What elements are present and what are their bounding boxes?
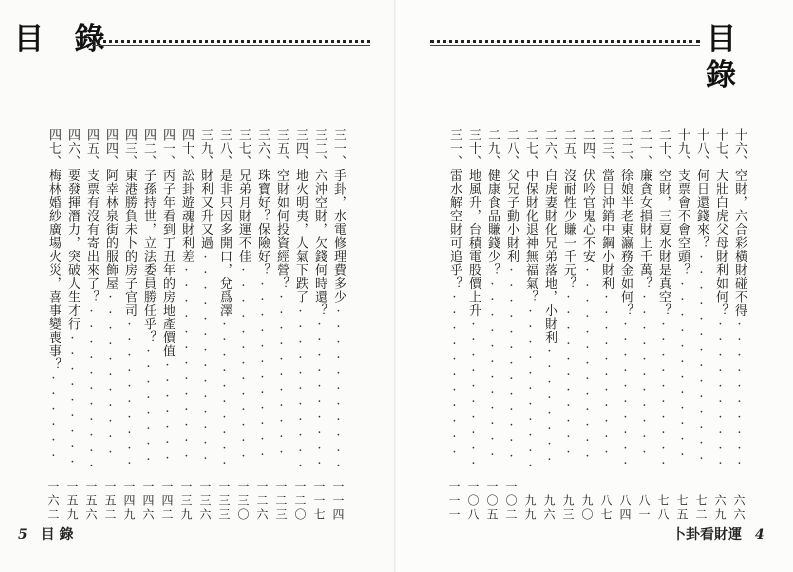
toc-entry-page: 八七 — [599, 494, 613, 522]
toc-entry[interactable] — [636, 128, 652, 522]
toc-entry-page: 九九 — [523, 494, 537, 522]
toc-entry[interactable] — [465, 128, 481, 522]
toc-entry-title: 三四、地火明夷，人氣下跌了 ····· — [292, 128, 308, 466]
toc-entry-title: 二三、當日沖銷中鋼小財利 ····· — [598, 128, 614, 466]
toc-entry-title: 二九、健康食品賺錢少？ ····· — [484, 128, 500, 466]
left-footer-label: 目 錄 — [40, 527, 74, 543]
toc-entry[interactable] — [83, 128, 99, 522]
toc-entry-page: 六九 — [713, 494, 727, 522]
toc-entry[interactable] — [731, 128, 747, 522]
toc-entry-title: 三一、雷水解空財可追乎？ ····· — [446, 128, 462, 466]
toc-entry[interactable] — [674, 128, 690, 522]
toc-entry[interactable] — [617, 128, 633, 522]
left-page-heading: 目 錄 — [14, 22, 115, 57]
toc-entry-title: 四五、支票有沒有寄出來了？ ····· — [83, 128, 99, 466]
toc-entry-page: 一一四 — [331, 480, 345, 522]
toc-entry-page: 一四六 — [141, 480, 155, 522]
toc-entry[interactable] — [197, 128, 213, 522]
toc-entry[interactable] — [541, 128, 557, 522]
toc-entry-title: 十六、空財，六合彩橫財碰不得 ····· — [731, 128, 747, 466]
toc-entry-page: 一三六 — [198, 480, 212, 522]
toc-entry[interactable] — [560, 128, 576, 522]
toc-entry-page: 一四九 — [122, 480, 136, 522]
toc-entry-title: 二五、沒耐性少賺一千元？ ····· — [560, 128, 576, 466]
toc-entry-page: 一〇二 — [504, 480, 518, 522]
toc-entry-title: 四十、訟卦遊魂財利差 ····· — [178, 128, 194, 466]
toc-entry[interactable] — [235, 128, 251, 522]
toc-entry-page: 一二三 — [274, 480, 288, 522]
toc-entry-title: 三七、兄弟月財運不佳 ····· — [235, 128, 251, 466]
toc-entry-title: 四四、阿幸林泉街的服飾屋 ····· — [102, 128, 118, 466]
right-page — [396, 0, 793, 572]
toc-entry[interactable] — [579, 128, 595, 522]
toc-entry-title: 三八、是非只因多開口，兌爲澤 ····· — [216, 128, 232, 466]
toc-entry[interactable] — [216, 128, 232, 522]
toc-entry-page: 一一七 — [312, 480, 326, 522]
toc-entry-page: 七五 — [675, 494, 689, 522]
toc-entry[interactable] — [446, 128, 462, 522]
toc-entry[interactable] — [292, 128, 308, 522]
toc-entry-title: 二四、伏吟官鬼心不安 ····· — [579, 128, 595, 466]
toc-entry-page: 九〇 — [580, 494, 594, 522]
toc-entry[interactable] — [121, 128, 137, 522]
toc-entry-page: 一三三 — [217, 480, 231, 522]
toc-entry[interactable] — [330, 128, 346, 522]
right-heading-rule — [430, 40, 700, 43]
toc-entry[interactable] — [311, 128, 327, 522]
toc-entry[interactable] — [503, 128, 519, 522]
toc-entry-title: 四三、東港勝負未卜的房子官司 ····· — [121, 128, 137, 466]
toc-entry-page: 一五九 — [65, 480, 79, 522]
toc-entry-title: 二六、白虎妻財化兄弟落地，小財利 ····· — [541, 128, 557, 466]
toc-entry-page: 一一一 — [447, 480, 461, 522]
toc-entry-title: 三二、六沖空財，欠錢何時還？ ····· — [311, 128, 327, 466]
toc-entry-page: 一五二 — [103, 480, 117, 522]
toc-entry-page: 八四 — [618, 494, 632, 522]
toc-entry-page: 一六二 — [46, 480, 60, 522]
toc-entry-page: 七八 — [656, 494, 670, 522]
toc-entry-title: 二一、廉貪女損財上千萬？ ····· — [636, 128, 652, 466]
toc-entry[interactable] — [64, 128, 80, 522]
left-page — [0, 0, 396, 572]
toc-entry[interactable] — [273, 128, 289, 522]
toc-entry-title: 三九、財利又升又過 ····· — [197, 128, 213, 466]
toc-entry[interactable] — [712, 128, 728, 522]
toc-entry[interactable] — [522, 128, 538, 522]
toc-entry-title: 二八、父兄子動小財利 ····· — [503, 128, 519, 466]
left-heading-rule — [92, 40, 370, 43]
toc-entry-page: 一二六 — [255, 480, 269, 522]
left-page-footer — [18, 524, 74, 544]
toc-entry[interactable] — [254, 128, 270, 522]
toc-entry-page: 一三〇 — [236, 480, 250, 522]
toc-entry[interactable] — [598, 128, 614, 522]
toc-entry-page: 九六 — [542, 494, 556, 522]
toc-entry-title: 四二、子孫持世，立法委員勝任乎？ ····· — [140, 128, 156, 466]
toc-entry-title: 四一、丙子年看到丁丑年的房地產價值 ····· — [159, 128, 175, 466]
right-page-footer — [672, 524, 765, 544]
toc-entry-title: 三一、手卦，水電修理費多少 ····· — [330, 128, 346, 466]
toc-entry-page: 一四二 — [160, 480, 174, 522]
toc-entry[interactable] — [159, 128, 175, 522]
toc-entry[interactable] — [693, 128, 709, 522]
toc-entry-page: 一〇八 — [466, 480, 480, 522]
toc-entry-page: 九三 — [561, 494, 575, 522]
right-footer-label: 卜卦看財運 — [672, 527, 742, 543]
toc-entry-page: 一五六 — [84, 480, 98, 522]
right-footer-page-number: 4 — [754, 527, 765, 543]
toc-entry-title: 十七、大壯白虎父母財利如何？ ····· — [712, 128, 728, 466]
toc-entry-page: 八一 — [637, 494, 651, 522]
toc-entry[interactable] — [102, 128, 118, 522]
toc-entry-title: 四六、要發揮潛力，突破人生才行 ····· — [64, 128, 80, 466]
toc-entry-title: 二二、徐娘半老東瀛務金如何？ ····· — [617, 128, 633, 466]
toc-entry[interactable] — [484, 128, 500, 522]
toc-entry-title: 十九、支票會不會空頭？ ····· — [674, 128, 690, 466]
toc-entry[interactable] — [178, 128, 194, 522]
toc-entry-page: 六六 — [732, 494, 746, 522]
right-heading-rule-line — [430, 45, 700, 46]
toc-entry[interactable] — [140, 128, 156, 522]
toc-entry-title: 二十、空財，三夏水財是真空？ ····· — [655, 128, 671, 466]
toc-entry-title: 四七、梅林婚紗廣場火災，喜事變喪事？ ····· — [45, 128, 61, 466]
right-page-heading: 目 錄 — [706, 22, 746, 93]
toc-entry-title: 三六、珠寶好？保險好？ ····· — [254, 128, 270, 466]
left-heading-rule-line — [92, 45, 370, 46]
toc-entry-title: 三十、地風升，台積電股價上升 ····· — [465, 128, 481, 466]
toc-entry[interactable] — [655, 128, 671, 522]
toc-entry-title: 二七、中保財化退神無福氣？ ····· — [522, 128, 538, 466]
left-footer-page-number: 5 — [18, 527, 28, 543]
toc-entry[interactable] — [45, 128, 61, 522]
toc-entry-page: 七二 — [694, 494, 708, 522]
toc-entry-title: 三五、空財如何投資經營？ ····· — [273, 128, 289, 466]
toc-entry-page: 一二〇 — [293, 480, 307, 522]
toc-entry-page: 一〇五 — [485, 480, 499, 522]
toc-entry-title: 十八、何日還錢來？ ····· — [693, 128, 709, 466]
toc-entry-page: 一三九 — [179, 480, 193, 522]
